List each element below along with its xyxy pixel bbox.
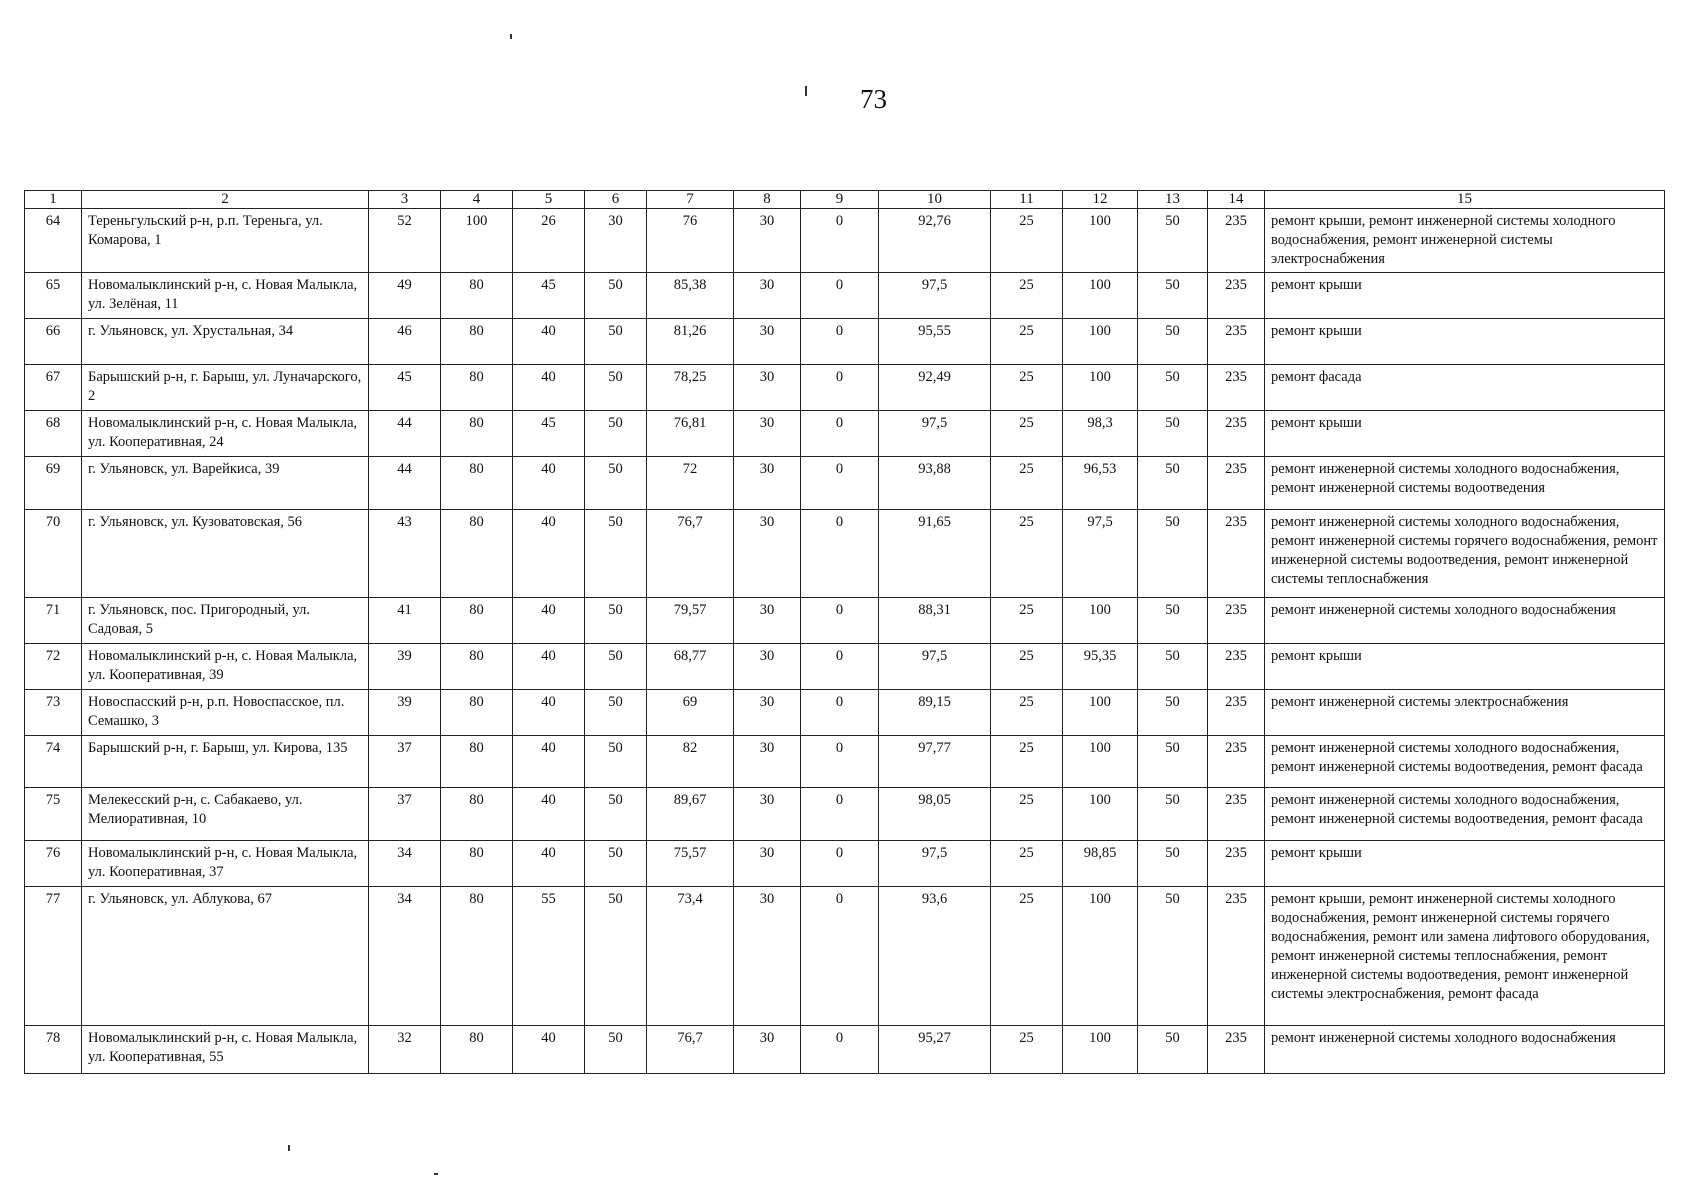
column-header: 10 [879,191,991,209]
value-cell: 80 [441,319,513,365]
value-cell: 235 [1208,510,1265,598]
value-cell: 40 [513,365,585,411]
value-cell: 100 [1063,788,1138,841]
column-header: 4 [441,191,513,209]
value-cell: 30 [734,736,801,788]
value-cell: 43 [369,510,441,598]
row-number: 64 [25,209,82,273]
value-cell: 93,88 [879,457,991,510]
value-cell: 80 [441,788,513,841]
value-cell: 40 [513,598,585,644]
column-header: 14 [1208,191,1265,209]
value-cell: 85,38 [647,273,734,319]
value-cell: 30 [734,1026,801,1074]
value-cell: 52 [369,209,441,273]
value-cell: 50 [585,736,647,788]
value-cell: 0 [801,365,879,411]
table-body [25,209,1665,1074]
value-cell: 50 [585,319,647,365]
value-cell: 40 [513,841,585,887]
value-cell: 25 [991,273,1063,319]
value-cell: 91,65 [879,510,991,598]
row-number: 72 [25,644,82,690]
value-cell: 235 [1208,788,1265,841]
value-cell: 235 [1208,736,1265,788]
value-cell: 235 [1208,598,1265,644]
value-cell: 50 [585,598,647,644]
works-cell: ремонт инженерной системы холодного водоснабжения [1265,598,1665,644]
row-number: 68 [25,411,82,457]
value-cell: 97,5 [1063,510,1138,598]
value-cell: 97,5 [879,411,991,457]
value-cell: 80 [441,644,513,690]
value-cell: 45 [513,273,585,319]
row-number: 71 [25,598,82,644]
column-header: 15 [1265,191,1665,209]
value-cell: 0 [801,457,879,510]
value-cell: 0 [801,598,879,644]
value-cell: 92,76 [879,209,991,273]
value-cell: 49 [369,273,441,319]
value-cell: 50 [585,644,647,690]
value-cell: 44 [369,457,441,510]
value-cell: 80 [441,887,513,1026]
value-cell: 97,5 [879,273,991,319]
value-cell: 50 [585,411,647,457]
value-cell: 0 [801,510,879,598]
value-cell: 235 [1208,457,1265,510]
value-cell: 80 [441,1026,513,1074]
address-cell: Мелекесский р-н, с. Сабакаево, ул. Мелиоративная, 10 [82,788,369,841]
address-cell: г. Ульяновск, ул. Кузоватовская, 56 [82,510,369,598]
value-cell: 100 [1063,319,1138,365]
address-cell: г. Ульяновск, ул. Хрустальная, 34 [82,319,369,365]
value-cell: 100 [1063,1026,1138,1074]
address-cell: Тереньгульский р-н, р.п. Тереньга, ул. Комарова, 1 [82,209,369,273]
value-cell: 40 [513,319,585,365]
table-row [25,365,1665,411]
value-cell: 55 [513,887,585,1026]
value-cell: 100 [1063,365,1138,411]
row-number: 69 [25,457,82,510]
address-cell: Барышский р-н, г. Барыш, ул. Луначарского, 2 [82,365,369,411]
address-cell: Новомалыклинский р-н, с. Новая Малыкла, ул. Кооперативная, 39 [82,644,369,690]
value-cell: 79,57 [647,598,734,644]
value-cell: 50 [1138,411,1208,457]
value-cell: 235 [1208,841,1265,887]
address-cell: Новомалыклинский р-н, с. Новая Малыкла, ул. Кооперативная, 37 [82,841,369,887]
value-cell: 235 [1208,690,1265,736]
address-cell: Новомалыклинский р-н, с. Новая Малыкла, ул. Кооперативная, 24 [82,411,369,457]
value-cell: 235 [1208,411,1265,457]
value-cell: 50 [585,788,647,841]
works-cell: ремонт крыши, ремонт инженерной системы холодного водоснабжения, ремонт инженерной системы горячего водоснабжения, ремонт или замена лифтового оборудования, ремонт инженерной системы теплоснабжения, ремонт инженерной системы водоотведения, ремонт инженерной системы электроснабжения, ремонт фасада [1265,887,1665,1026]
row-number: 78 [25,1026,82,1074]
value-cell: 25 [991,411,1063,457]
value-cell: 100 [441,209,513,273]
value-cell: 30 [734,273,801,319]
value-cell: 40 [513,457,585,510]
value-cell: 50 [1138,598,1208,644]
value-cell: 30 [585,209,647,273]
works-cell: ремонт инженерной системы холодного водоснабжения, ремонт инженерной системы водоотведения, ремонт фасада [1265,736,1665,788]
value-cell: 98,3 [1063,411,1138,457]
value-cell: 25 [991,319,1063,365]
value-cell: 73,4 [647,887,734,1026]
value-cell: 100 [1063,598,1138,644]
value-cell: 80 [441,365,513,411]
value-cell: 25 [991,644,1063,690]
works-cell: ремонт инженерной системы холодного водоснабжения, ремонт инженерной системы горячего водоснабжения, ремонт инженерной системы водоотведения, ремонт инженерной системы теплоснабжения [1265,510,1665,598]
value-cell: 25 [991,365,1063,411]
value-cell: 25 [991,841,1063,887]
value-cell: 0 [801,411,879,457]
value-cell: 0 [801,644,879,690]
scan-speck [805,86,807,96]
works-cell: ремонт инженерной системы холодного водоснабжения, ремонт инженерной системы водоотведения [1265,457,1665,510]
value-cell: 50 [585,841,647,887]
table-row [25,411,1665,457]
value-cell: 235 [1208,365,1265,411]
value-cell: 25 [991,598,1063,644]
value-cell: 25 [991,209,1063,273]
works-cell: ремонт крыши [1265,841,1665,887]
value-cell: 50 [585,510,647,598]
value-cell: 30 [734,690,801,736]
value-cell: 40 [513,736,585,788]
value-cell: 25 [991,736,1063,788]
address-cell: г. Ульяновск, ул. Аблукова, 67 [82,887,369,1026]
value-cell: 76,7 [647,510,734,598]
scan-speck [510,34,512,39]
value-cell: 81,26 [647,319,734,365]
value-cell: 40 [513,1026,585,1074]
value-cell: 34 [369,887,441,1026]
value-cell: 235 [1208,887,1265,1026]
value-cell: 80 [441,510,513,598]
value-cell: 50 [1138,690,1208,736]
row-number: 66 [25,319,82,365]
value-cell: 95,27 [879,1026,991,1074]
column-header: 8 [734,191,801,209]
address-cell: Новомалыклинский р-н, с. Новая Малыкла, ул. Кооперативная, 55 [82,1026,369,1074]
table-row [25,736,1665,788]
value-cell: 80 [441,841,513,887]
table-row [25,690,1665,736]
value-cell: 95,55 [879,319,991,365]
value-cell: 50 [585,365,647,411]
value-cell: 89,67 [647,788,734,841]
column-header: 2 [82,191,369,209]
row-number: 65 [25,273,82,319]
value-cell: 30 [734,887,801,1026]
value-cell: 30 [734,411,801,457]
value-cell: 30 [734,598,801,644]
value-cell: 235 [1208,273,1265,319]
table-row [25,598,1665,644]
scan-speck [434,1173,438,1175]
table-row [25,273,1665,319]
table-row [25,209,1665,273]
value-cell: 50 [1138,273,1208,319]
value-cell: 32 [369,1026,441,1074]
value-cell: 76,7 [647,1026,734,1074]
address-cell: Новомалыклинский р-н, с. Новая Малыкла, ул. Зелёная, 11 [82,273,369,319]
table-row [25,319,1665,365]
value-cell: 45 [369,365,441,411]
row-number: 76 [25,841,82,887]
works-cell: ремонт инженерной системы электроснабжения [1265,690,1665,736]
works-cell: ремонт инженерной системы холодного водоснабжения, ремонт инженерной системы водоотведения, ремонт фасада [1265,788,1665,841]
value-cell: 235 [1208,1026,1265,1074]
value-cell: 50 [1138,457,1208,510]
value-cell: 39 [369,644,441,690]
works-cell: ремонт фасада [1265,365,1665,411]
value-cell: 30 [734,319,801,365]
value-cell: 25 [991,510,1063,598]
table-row [25,644,1665,690]
value-cell: 100 [1063,209,1138,273]
value-cell: 34 [369,841,441,887]
value-cell: 45 [513,411,585,457]
works-cell: ремонт крыши, ремонт инженерной системы холодного водоснабжения, ремонт инженерной системы электроснабжения [1265,209,1665,273]
value-cell: 80 [441,273,513,319]
table-row [25,1026,1665,1074]
works-cell: ремонт крыши [1265,273,1665,319]
value-cell: 40 [513,644,585,690]
value-cell: 50 [1138,1026,1208,1074]
value-cell: 25 [991,887,1063,1026]
header-row [25,191,1665,209]
value-cell: 50 [585,273,647,319]
value-cell: 97,77 [879,736,991,788]
value-cell: 0 [801,841,879,887]
value-cell: 50 [1138,319,1208,365]
works-cell: ремонт крыши [1265,644,1665,690]
address-cell: г. Ульяновск, ул. Варейкиса, 39 [82,457,369,510]
column-header: 12 [1063,191,1138,209]
value-cell: 98,85 [1063,841,1138,887]
value-cell: 97,5 [879,644,991,690]
value-cell: 80 [441,457,513,510]
value-cell: 50 [1138,510,1208,598]
value-cell: 25 [991,1026,1063,1074]
value-cell: 50 [585,457,647,510]
value-cell: 50 [1138,209,1208,273]
row-number: 75 [25,788,82,841]
value-cell: 235 [1208,644,1265,690]
value-cell: 72 [647,457,734,510]
value-cell: 40 [513,788,585,841]
table-row [25,510,1665,598]
value-cell: 50 [1138,788,1208,841]
value-cell: 30 [734,510,801,598]
value-cell: 50 [585,690,647,736]
value-cell: 44 [369,411,441,457]
value-cell: 80 [441,598,513,644]
value-cell: 88,31 [879,598,991,644]
value-cell: 40 [513,690,585,736]
works-cell: ремонт крыши [1265,319,1665,365]
column-header: 5 [513,191,585,209]
value-cell: 235 [1208,319,1265,365]
value-cell: 25 [991,788,1063,841]
value-cell: 100 [1063,736,1138,788]
value-cell: 75,57 [647,841,734,887]
value-cell: 78,25 [647,365,734,411]
value-cell: 46 [369,319,441,365]
value-cell: 76,81 [647,411,734,457]
value-cell: 92,49 [879,365,991,411]
value-cell: 50 [1138,736,1208,788]
row-number: 70 [25,510,82,598]
column-header: 6 [585,191,647,209]
value-cell: 68,77 [647,644,734,690]
value-cell: 80 [441,411,513,457]
value-cell: 82 [647,736,734,788]
value-cell: 98,05 [879,788,991,841]
value-cell: 69 [647,690,734,736]
value-cell: 235 [1208,209,1265,273]
value-cell: 100 [1063,690,1138,736]
value-cell: 0 [801,319,879,365]
table-row [25,788,1665,841]
value-cell: 30 [734,209,801,273]
value-cell: 97,5 [879,841,991,887]
value-cell: 37 [369,788,441,841]
value-cell: 0 [801,1026,879,1074]
value-cell: 76 [647,209,734,273]
column-header: 1 [25,191,82,209]
column-header: 9 [801,191,879,209]
column-header: 13 [1138,191,1208,209]
value-cell: 100 [1063,887,1138,1026]
value-cell: 37 [369,736,441,788]
value-cell: 0 [801,209,879,273]
value-cell: 30 [734,457,801,510]
column-header: 7 [647,191,734,209]
value-cell: 39 [369,690,441,736]
address-cell: г. Ульяновск, пос. Пригородный, ул. Садовая, 5 [82,598,369,644]
value-cell: 0 [801,273,879,319]
value-cell: 40 [513,510,585,598]
scan-speck [288,1145,290,1151]
value-cell: 25 [991,457,1063,510]
value-cell: 0 [801,788,879,841]
value-cell: 30 [734,365,801,411]
value-cell: 80 [441,736,513,788]
value-cell: 50 [1138,365,1208,411]
value-cell: 95,35 [1063,644,1138,690]
value-cell: 0 [801,887,879,1026]
value-cell: 50 [585,1026,647,1074]
value-cell: 89,15 [879,690,991,736]
value-cell: 30 [734,644,801,690]
value-cell: 30 [734,788,801,841]
works-cell: ремонт инженерной системы холодного водоснабжения [1265,1026,1665,1074]
table-row [25,457,1665,510]
table-row [25,887,1665,1026]
column-header: 3 [369,191,441,209]
value-cell: 96,53 [1063,457,1138,510]
row-number: 77 [25,887,82,1026]
value-cell: 0 [801,736,879,788]
value-cell: 50 [1138,644,1208,690]
value-cell: 93,6 [879,887,991,1026]
works-cell: ремонт крыши [1265,411,1665,457]
value-cell: 41 [369,598,441,644]
value-cell: 0 [801,690,879,736]
row-number: 67 [25,365,82,411]
value-cell: 25 [991,690,1063,736]
address-cell: Барышский р-н, г. Барыш, ул. Кирова, 135 [82,736,369,788]
value-cell: 80 [441,690,513,736]
value-cell: 26 [513,209,585,273]
value-cell: 30 [734,841,801,887]
value-cell: 100 [1063,273,1138,319]
address-cell: Новоспасский р-н, р.п. Новоспасское, пл. Семашко, 3 [82,690,369,736]
row-number: 73 [25,690,82,736]
row-number: 74 [25,736,82,788]
value-cell: 50 [585,887,647,1026]
page-number: 73 [860,84,887,114]
value-cell: 50 [1138,841,1208,887]
value-cell: 50 [1138,887,1208,1026]
table-row [25,841,1665,887]
repair-program-table [24,190,1665,1074]
column-header: 11 [991,191,1063,209]
